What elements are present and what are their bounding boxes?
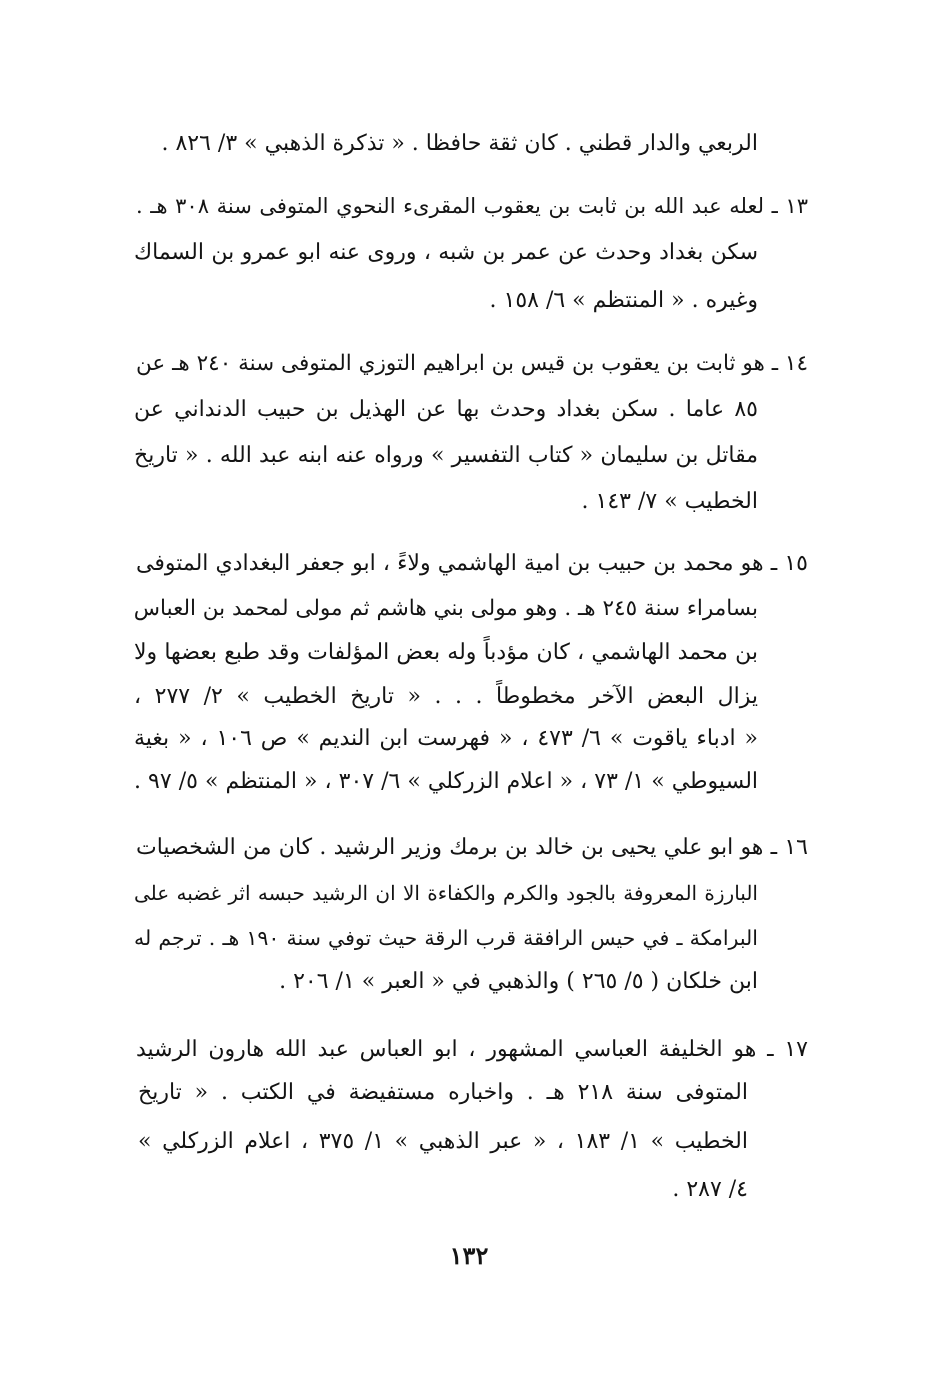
note-13-line-3: وغيره . « المنتظم » ٦/ ١٥٨ . [489,288,758,313]
note-15-line-2: بسامراء سنة ٢٤٥ هـ . وهو مولى بني هاشم ثم مولى لمحمد بن العباس [133,596,758,621]
note-14-line-3: مقاتل بن سليمان « كتاب التفسير » ورواه عنه ابنه عبد الله . « تاريخ [134,443,758,468]
note-15-line-1: ١٥ ـ هو محمد بن حبيب بن امية الهاشمي ولاءً ، ابو جعفر البغدادي المتوفى [136,551,808,576]
note-14-line-4: الخطيب » ٧/ ١٤٣ . [581,489,758,514]
note-13-line-1: ١٣ ـ لعله عبد الله بن ثابت بن يعقوب المقرىء النحوي المتوفى سنة ٣٠٨ هـ . [136,194,808,218]
note-14-line-1: ١٤ ـ هو ثابت بن يعقوب بن قيس بن ابراهيم التوزي المتوفى سنة ٢٤٠ هـ عن [136,351,808,376]
note-16-line-2: البارزة المعروفة بالجود والكرم والكفاءة الا ان الرشيد حبسه اثر غضبه على [134,881,758,905]
note-17-line-1: ١٧ ـ هو الخليفة العباسي المشهور ، ابو العباس عبد الله هارون الرشيد [136,1037,808,1062]
note-15-line-4: يزال البعض الآخر مخطوطاً . . . « تاريخ الخطيب » ٢/ ٢٧٧ ، [134,684,759,709]
note-17-line-4: ٤/ ٢٨٧ . [672,1177,748,1202]
note-14-line-2: ٨٥ عاما . سكن بغداد وحدث بها عن الهذيل بن حبيب الدنداني عن [134,397,758,422]
note-16-line-4: ابن خلكان ( ٥/ ٢٦٥ ) والذهبي في « العبر » ١/ ٢٠٦ . [279,969,758,994]
note-15-line-5: « ادباء ياقوت » ٦/ ٤٧٣ ، « فهرست ابن النديم » ص ١٠٦ ، « بغية [134,726,758,751]
intro-line: الربعي والدار قطني . كان ثقة حافظا . « تذكرة الذهبي » ٣/ ٨٢٦ . [161,131,758,156]
note-17-line-2: المتوفى سنة ٢١٨ هـ . واخباره مستفيضة في الكتب . « تاريخ [138,1080,748,1105]
note-15-line-3: بن محمد الهاشمي ، كان مؤدباً وله بعض المؤلفات وقد طبع بعضها ولا [134,640,758,665]
note-16-line-3: البرامكة ـ في حيس الرافقة قرب الرقة حيث توفي سنة ١٩٠ هـ . ترجم له [134,926,758,950]
note-13-line-2: سكن بغداد وحدث عن عمر بن شبه ، وروى عنه ابو عمرو بن السماك [134,240,758,265]
note-17-line-3: الخطيب » ١/ ١٨٣ ، « عبر الذهبي » ١/ ٣٧٥ ، اعلام الزركلي » [138,1129,748,1154]
note-15-line-6: السيوطي » ١/ ٧٣ ، « اعلام الزركلي » ٦/ ٣٠٧ ، « المنتظم » ٥/ ٩٧ . [134,769,759,794]
note-16-line-1: ١٦ ـ هو ابو علي يحيى بن خالد بن برمك وزير الرشيد . كان من الشخصيات [136,835,808,860]
page-number: ١٣٢ [449,1241,489,1270]
